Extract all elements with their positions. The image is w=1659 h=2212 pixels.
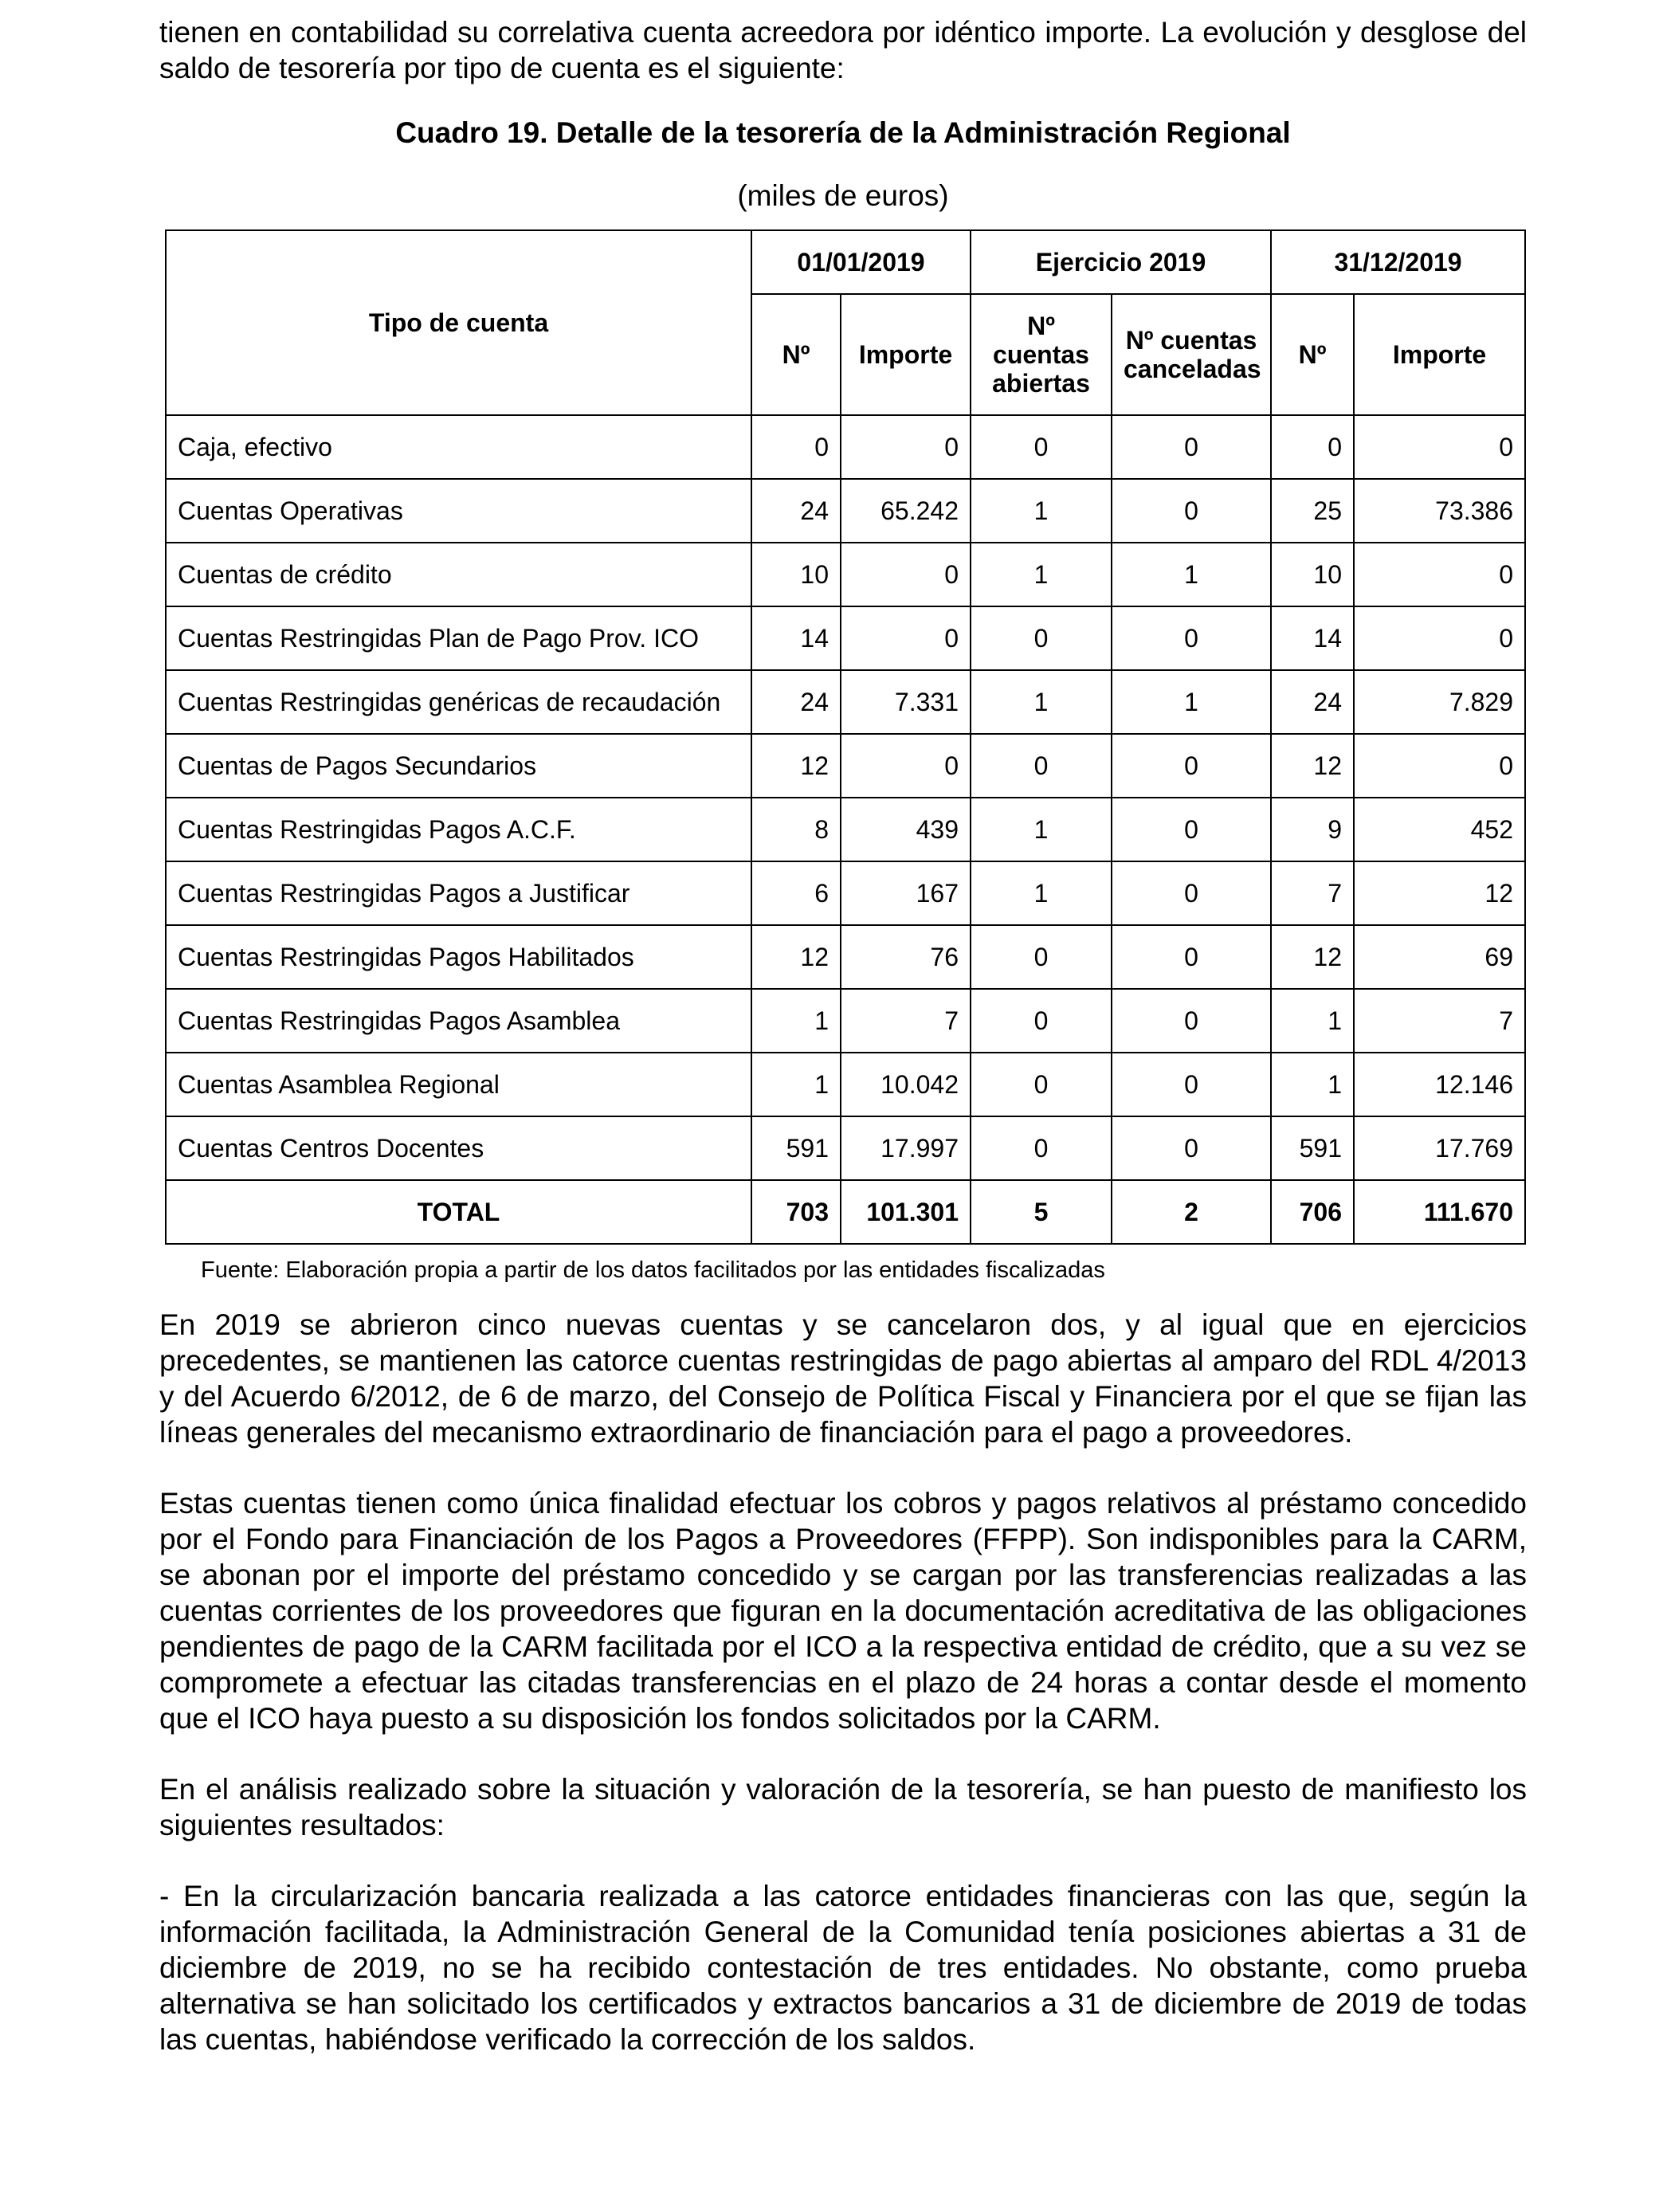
cell-n-inicio: 24 (751, 479, 841, 543)
cell-importe-fin: 452 (1354, 798, 1525, 861)
cell-cuentas-abiertas: 0 (971, 415, 1112, 479)
cell-cuentas-canceladas: 0 (1112, 798, 1271, 861)
cell-tipo-de-cuenta: Cuentas Restringidas Pagos A.C.F. (166, 798, 751, 861)
cell-cuentas-canceladas: 0 (1112, 1053, 1271, 1116)
cell-n-fin: 9 (1271, 798, 1354, 861)
table-row (166, 606, 1525, 670)
cell-n-inicio: 10 (751, 543, 841, 606)
cell-tipo-de-cuenta: Cuentas Restringidas Pagos Asamblea (166, 989, 751, 1053)
cell-tipo-de-cuenta: Cuentas Restringidas Pagos Habilitados (166, 925, 751, 989)
cell-tipo-de-cuenta: Cuentas Asamblea Regional (166, 1053, 751, 1116)
cell-cuentas-abiertas: 1 (971, 861, 1112, 925)
cell-n-fin: 25 (1271, 479, 1354, 543)
cell-n-inicio: 591 (751, 1116, 841, 1180)
table-row (166, 1053, 1525, 1116)
cell-cuentas-abiertas: 0 (971, 734, 1112, 798)
cell-cuentas-abiertas: 1 (971, 670, 1112, 734)
cell-importe-inicio: 0 (841, 415, 971, 479)
column-header-tipo-de-cuenta: Tipo de cuenta (166, 230, 751, 415)
paragraph-4: - En la circularización bancaria realizada a las catorce entidades financieras con las que, según la información facilitada, la Administración General de la Comunidad tenía posiciones abiertas a 31 de diciembre de 2019, no se ha recibido contestación de tres entidades. No obstante, como prueba alternativa se han solicitado los certificados y extractos bancarios a 31 de diciembre de 2019 de todas las cuentas, habiéndose verificado la corrección de los saldos. (159, 1880, 1527, 2056)
group-header-fin: 31/12/2019 (1271, 230, 1525, 294)
cell-cuentas-abiertas: 0 (971, 1116, 1112, 1180)
cell-n-inicio: 14 (751, 606, 841, 670)
table-total-row (166, 1180, 1525, 1244)
cell-n-inicio: 1 (751, 989, 841, 1053)
cell-importe-inicio: 10.042 (841, 1053, 971, 1116)
cell-cuentas-canceladas: 1 (1112, 543, 1271, 606)
table-title: Cuadro 19. Detalle de la tesorería de la Administración Regional (395, 116, 1291, 149)
cell-cuentas-canceladas: 0 (1112, 989, 1271, 1053)
table-row (166, 670, 1525, 734)
cell-importe-fin: 0 (1354, 415, 1525, 479)
total-cell-importe-inicio: 101.301 (841, 1180, 971, 1244)
cell-importe-inicio: 0 (841, 606, 971, 670)
table-row (166, 1116, 1525, 1180)
cell-n-inicio: 6 (751, 861, 841, 925)
table-row (166, 543, 1525, 606)
cell-cuentas-canceladas: 0 (1112, 1116, 1271, 1180)
cell-importe-inicio: 76 (841, 925, 971, 989)
group-header-ejercicio: Ejercicio 2019 (971, 230, 1271, 294)
cell-importe-fin: 7.829 (1354, 670, 1525, 734)
cell-n-fin: 0 (1271, 415, 1354, 479)
cell-n-fin: 14 (1271, 606, 1354, 670)
cell-tipo-de-cuenta: Cuentas Restringidas genéricas de recaudación (166, 670, 751, 734)
cell-tipo-de-cuenta: Caja, efectivo (166, 415, 751, 479)
cell-importe-fin: 0 (1354, 606, 1525, 670)
cell-n-inicio: 24 (751, 670, 841, 734)
cell-cuentas-canceladas: 0 (1112, 861, 1271, 925)
cell-n-inicio: 12 (751, 925, 841, 989)
cell-cuentas-abiertas: 0 (971, 606, 1112, 670)
cell-importe-fin: 7 (1354, 989, 1525, 1053)
cell-tipo-de-cuenta: Cuentas de crédito (166, 543, 751, 606)
table-row (166, 479, 1525, 543)
cell-n-inicio: 1 (751, 1053, 841, 1116)
cell-cuentas-canceladas: 0 (1112, 479, 1271, 543)
column-header-importe-fin: Importe (1354, 294, 1525, 415)
cell-n-fin: 1 (1271, 1053, 1354, 1116)
cell-importe-inicio: 0 (841, 543, 971, 606)
treasury-table (165, 229, 1526, 1245)
table-units: (miles de euros) (737, 179, 949, 212)
table-row (166, 798, 1525, 861)
cell-importe-fin: 69 (1354, 925, 1525, 989)
cell-n-fin: 1 (1271, 989, 1354, 1053)
paragraph-3: En el análisis realizado sobre la situación y valoración de la tesorería, se han puesto de manifiesto los siguientes resultados: (159, 1773, 1527, 1841)
cell-cuentas-abiertas: 0 (971, 925, 1112, 989)
table-source-note: Fuente: Elaboración propia a partir de los datos facilitados por las entidades fiscalizadas (201, 1257, 1105, 1283)
table-body (166, 415, 1525, 1244)
table-row (166, 989, 1525, 1053)
cell-cuentas-abiertas: 0 (971, 989, 1112, 1053)
cell-importe-fin: 0 (1354, 543, 1525, 606)
cell-cuentas-canceladas: 0 (1112, 925, 1271, 989)
table-row (166, 861, 1525, 925)
column-header-cuentas-abiertas: Nº cuentas abiertas (971, 294, 1112, 415)
paragraph-2: Estas cuentas tienen como única finalidad efectuar los cobros y pagos relativos al préstamo concedido por el Fondo para Financiación de los Pagos a Proveedores (FFPP). Son indisponibles para la CARM, se abonan por el importe del préstamo concedido y se cargan por las transferencias realizadas a las cuentas corrientes de los proveedores que figuran en la documentación acreditativa de las obligaciones pendientes de pago de la CARM facilitada por el ICO a la respectiva entidad de crédito, que a su vez se compromete a efectuar las citadas transferencias en el plazo de 24 horas a contar desde el momento que el ICO haya puesto a su disposición los fondos solicitados por la CARM. (159, 1487, 1527, 1735)
cell-importe-fin: 12 (1354, 861, 1525, 925)
total-cell-cuentas-canceladas: 2 (1112, 1180, 1271, 1244)
intro-paragraph: tienen en contabilidad su correlativa cuenta acreedora por idéntico importe. La evolución y desglose del saldo de tesorería por tipo de cuenta es el siguiente: (159, 16, 1527, 84)
cell-importe-fin: 0 (1354, 734, 1525, 798)
cell-n-fin: 24 (1271, 670, 1354, 734)
cell-importe-inicio: 7 (841, 989, 971, 1053)
cell-cuentas-abiertas: 0 (971, 1053, 1112, 1116)
cell-importe-fin: 17.769 (1354, 1116, 1525, 1180)
cell-total-label: TOTAL (166, 1180, 751, 1244)
group-header-inicio: 01/01/2019 (751, 230, 971, 294)
cell-tipo-de-cuenta: Cuentas de Pagos Secundarios (166, 734, 751, 798)
total-cell-n-inicio: 703 (751, 1180, 841, 1244)
cell-n-fin: 7 (1271, 861, 1354, 925)
cell-cuentas-abiertas: 1 (971, 798, 1112, 861)
table-header-row-groups (166, 230, 1525, 294)
cell-importe-inicio: 17.997 (841, 1116, 971, 1180)
document-page (159, 0, 1527, 2057)
cell-cuentas-canceladas: 0 (1112, 415, 1271, 479)
cell-n-fin: 12 (1271, 925, 1354, 989)
paragraph-1: En 2019 se abrieron cinco nuevas cuentas y se cancelaron dos, y al igual que en ejercicios precedentes, se mantienen las catorce cuentas restringidas de pago abiertas al amparo del RDL 4/2013 y del Acuerdo 6/2012, de 6 de marzo, del Consejo de Política Fiscal y Financiera por el que se fijan las líneas generales del mecanismo extraordinario de financiación para el pago a proveedores. (159, 1308, 1527, 1449)
cell-n-fin: 10 (1271, 543, 1354, 606)
column-header-cuentas-canceladas: Nº cuentas canceladas (1112, 294, 1271, 415)
cell-cuentas-abiertas: 1 (971, 543, 1112, 606)
cell-cuentas-abiertas: 1 (971, 479, 1112, 543)
cell-tipo-de-cuenta: Cuentas Operativas (166, 479, 751, 543)
cell-n-inicio: 0 (751, 415, 841, 479)
cell-tipo-de-cuenta: Cuentas Centros Docentes (166, 1116, 751, 1180)
table-row (166, 415, 1525, 479)
cell-importe-inicio: 65.242 (841, 479, 971, 543)
cell-importe-inicio: 7.331 (841, 670, 971, 734)
cell-importe-inicio: 439 (841, 798, 971, 861)
total-cell-cuentas-abiertas: 5 (971, 1180, 1112, 1244)
cell-tipo-de-cuenta: Cuentas Restringidas Pagos a Justificar (166, 861, 751, 925)
cell-cuentas-canceladas: 1 (1112, 670, 1271, 734)
cell-n-fin: 12 (1271, 734, 1354, 798)
cell-importe-inicio: 167 (841, 861, 971, 925)
cell-importe-fin: 12.146 (1354, 1053, 1525, 1116)
table-row (166, 925, 1525, 989)
cell-importe-inicio: 0 (841, 734, 971, 798)
table-row (166, 734, 1525, 798)
cell-n-inicio: 8 (751, 798, 841, 861)
cell-tipo-de-cuenta: Cuentas Restringidas Plan de Pago Prov. ICO (166, 606, 751, 670)
total-cell-n-fin: 706 (1271, 1180, 1354, 1244)
column-header-n-inicio: Nº (751, 294, 841, 415)
column-header-importe-inicio: Importe (841, 294, 971, 415)
cell-n-inicio: 12 (751, 734, 841, 798)
total-cell-importe-fin: 111.670 (1354, 1180, 1525, 1244)
column-header-n-fin: Nº (1271, 294, 1354, 415)
cell-n-fin: 591 (1271, 1116, 1354, 1180)
cell-importe-fin: 73.386 (1354, 479, 1525, 543)
cell-cuentas-canceladas: 0 (1112, 606, 1271, 670)
cell-cuentas-canceladas: 0 (1112, 734, 1271, 798)
